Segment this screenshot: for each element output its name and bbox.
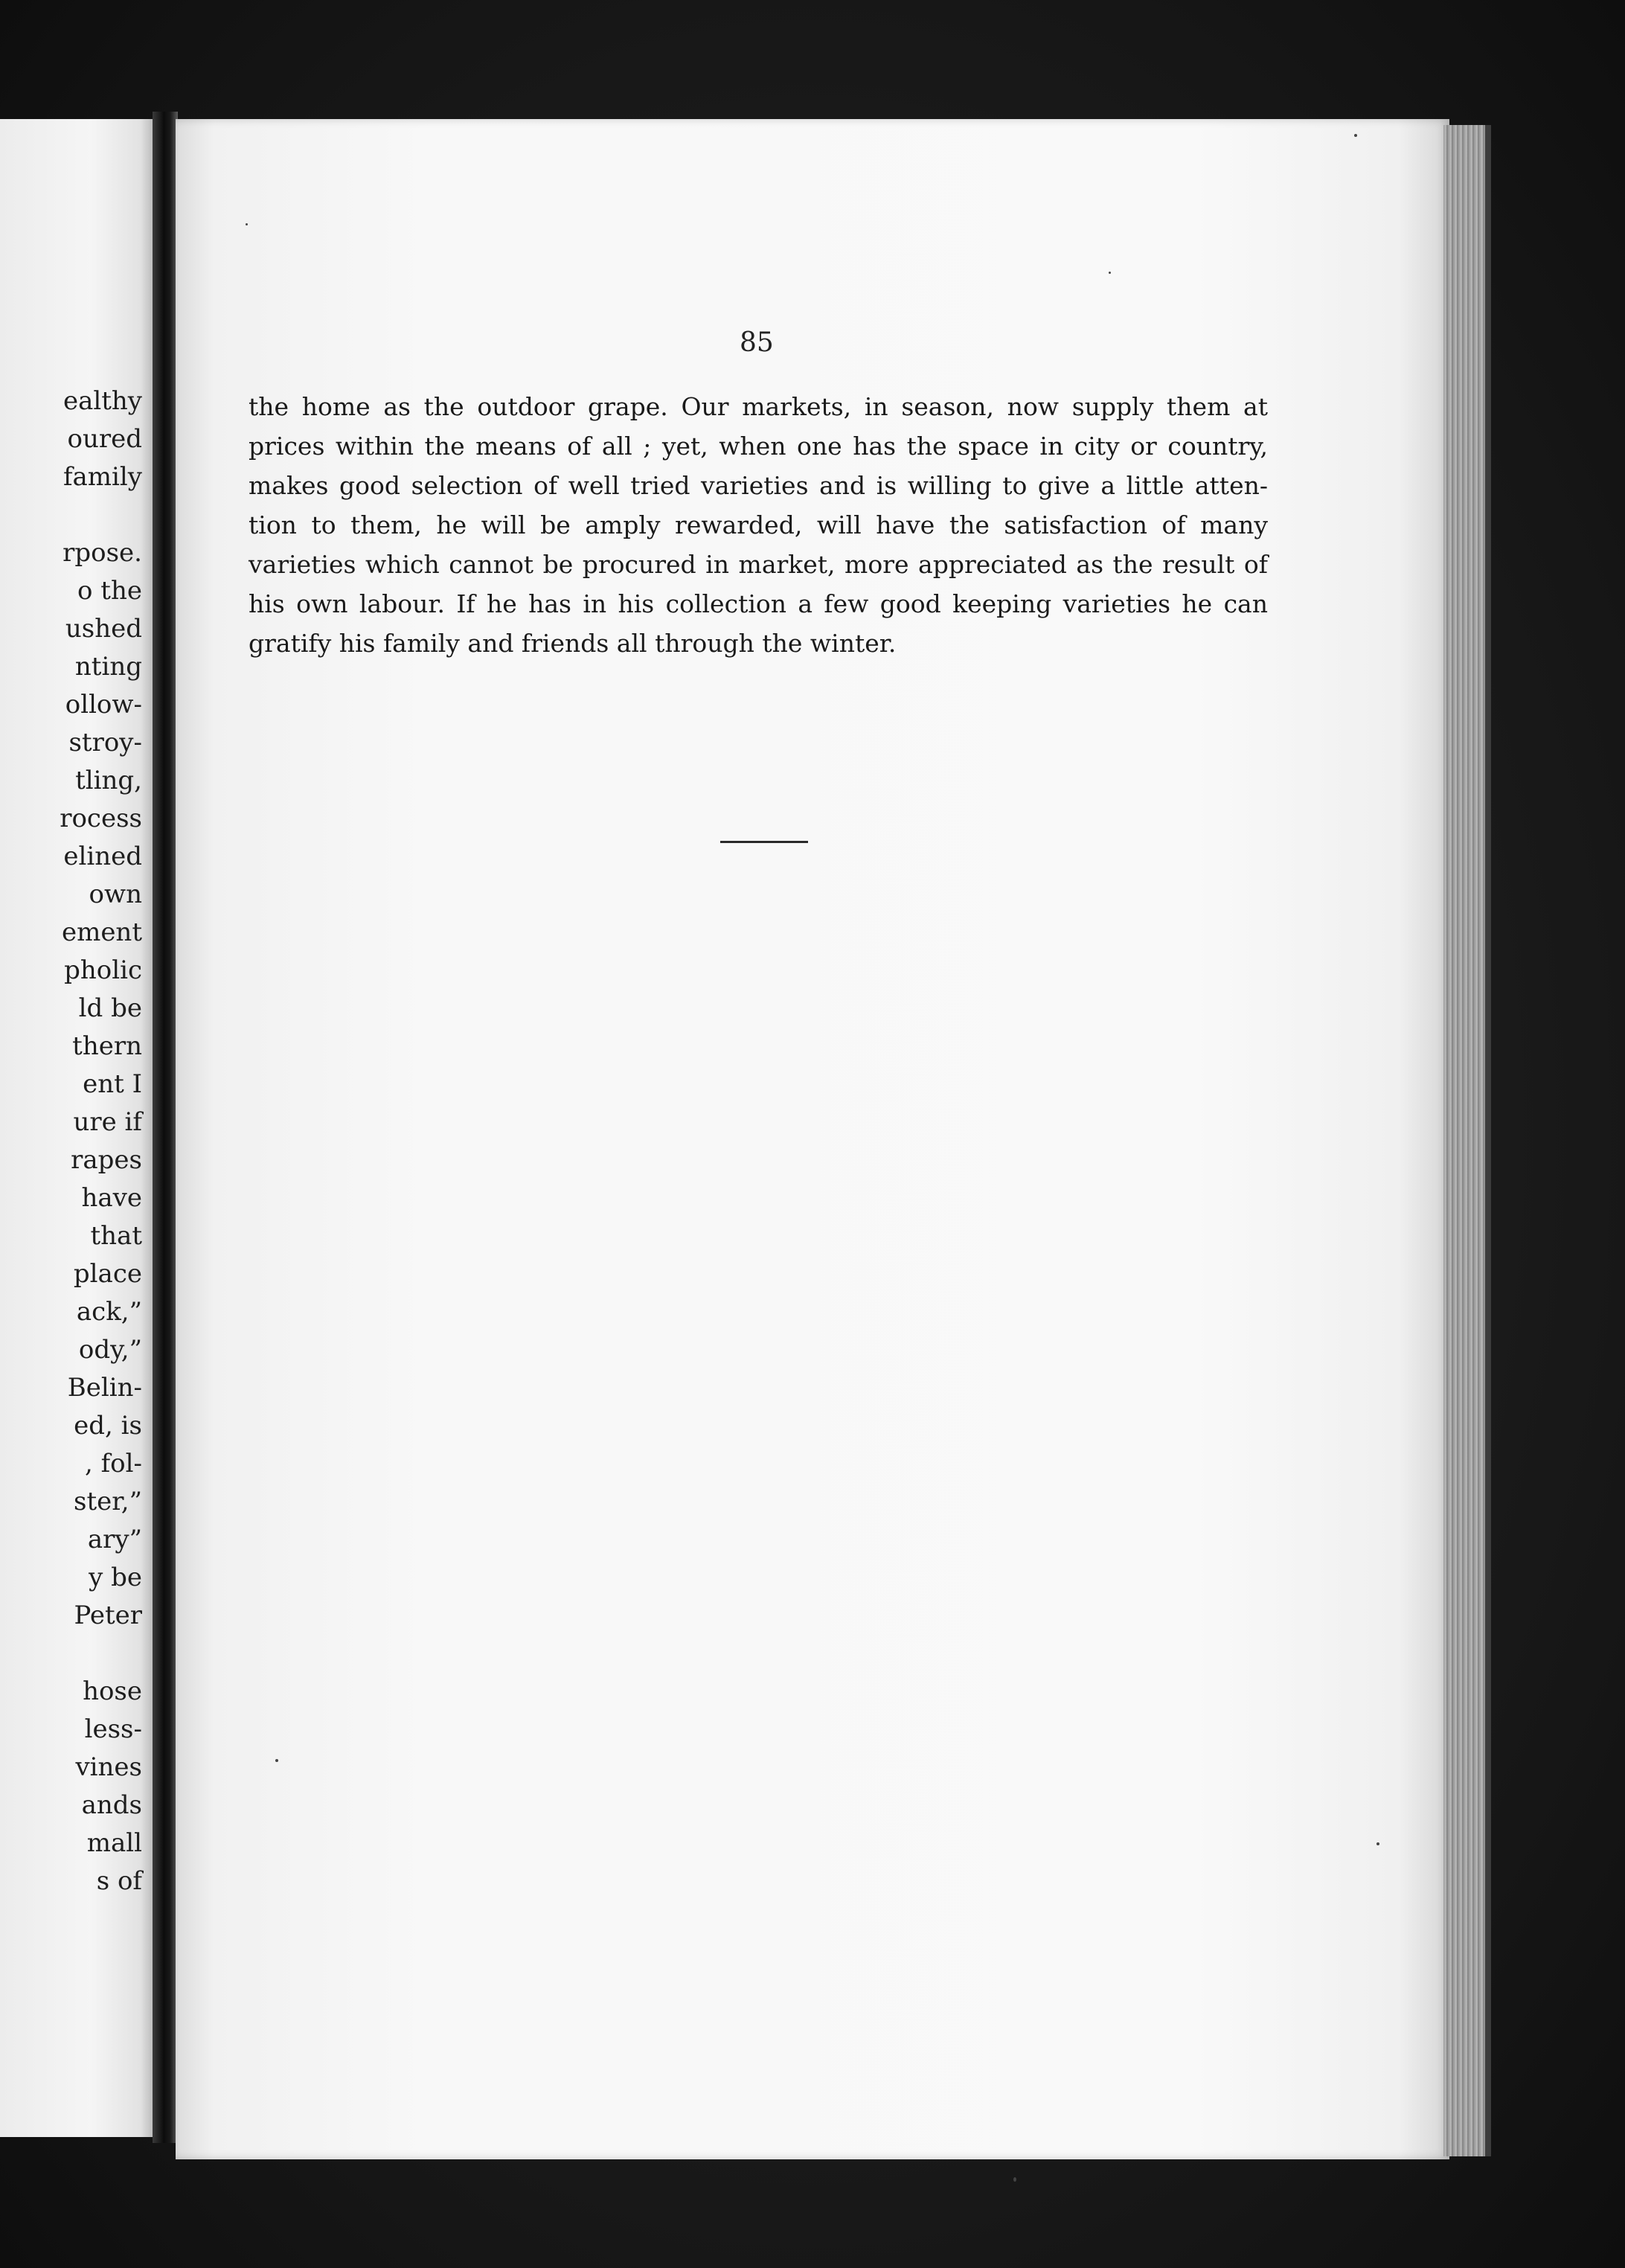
left-line: ollow- <box>65 690 142 720</box>
left-line: hose <box>83 1676 142 1706</box>
text-line: makes good selection of well tried varieties and is willing to give a little atten- <box>249 471 1268 500</box>
left-line: rocess <box>60 804 142 833</box>
left-line: ent I <box>83 1069 142 1099</box>
left-line: , fol- <box>84 1449 142 1479</box>
left-line: own <box>89 880 142 909</box>
text-line: gratify his family and friends all through the winter. <box>249 629 897 658</box>
left-line: ushed <box>65 614 142 644</box>
text-line: prices within the means of all ; yet, when one has the space in city or country, <box>249 432 1268 461</box>
left-line: vines <box>75 1752 142 1782</box>
scan-speck <box>1109 272 1111 274</box>
left-line: pholic <box>64 955 142 985</box>
left-line: that <box>90 1221 142 1251</box>
left-line: ster,” <box>74 1487 142 1516</box>
left-line: Belin- <box>67 1373 142 1403</box>
scan-speck <box>1013 2177 1016 2182</box>
body-paragraph <box>249 387 1268 663</box>
left-line: elined <box>63 842 142 871</box>
section-end-rule <box>720 841 808 843</box>
left-line: ands <box>81 1790 142 1820</box>
left-line: ary” <box>87 1525 142 1554</box>
left-line: rpose. <box>62 538 142 568</box>
left-line: mall <box>86 1828 142 1858</box>
book-gutter <box>153 112 178 2143</box>
left-line: ody,” <box>78 1335 142 1365</box>
left-line-gap <box>60 496 142 534</box>
left-line: o the <box>77 576 142 606</box>
left-line-gap <box>60 1635 142 1673</box>
left-line: ld be <box>78 993 142 1023</box>
left-line: y be <box>89 1563 142 1592</box>
left-line: ed, is <box>74 1411 142 1441</box>
left-line: oured <box>67 424 142 454</box>
left-line: tling, <box>75 766 142 795</box>
scan-speck <box>246 223 248 225</box>
left-page-text-fragments <box>60 382 142 1900</box>
left-line: Peter <box>74 1601 142 1630</box>
left-line: ement <box>61 917 142 947</box>
scan-speck <box>1376 1842 1379 1845</box>
text-line: varieties which cannot be procured in market, more appreciated as the result of <box>249 550 1268 579</box>
left-page <box>0 119 153 2137</box>
left-line: have <box>81 1183 142 1213</box>
left-line: stroy- <box>68 728 142 757</box>
left-line: family <box>62 462 142 492</box>
left-line: rapes <box>71 1145 142 1175</box>
left-line: ack,” <box>76 1297 142 1327</box>
left-line: place <box>73 1259 142 1289</box>
left-line: s of <box>96 1866 142 1896</box>
text-line: the home as the outdoor grape. Our markets, in season, now supply them at <box>249 392 1268 421</box>
page-number: 85 <box>740 327 774 358</box>
scan-speck <box>1354 134 1357 137</box>
left-line: ure if <box>73 1107 142 1137</box>
scan-speck <box>275 1759 278 1762</box>
text-line: his own labour. If he has in his collection a few good keeping varieties he can <box>249 589 1268 618</box>
left-line: less- <box>84 1714 142 1744</box>
left-line: thern <box>72 1031 142 1061</box>
left-line: nting <box>74 652 142 682</box>
left-line: ealthy <box>62 386 142 416</box>
page-edges <box>1443 125 1491 2156</box>
text-line: tion to them, he will be amply rewarded, will have the satisfaction of many <box>249 510 1268 539</box>
